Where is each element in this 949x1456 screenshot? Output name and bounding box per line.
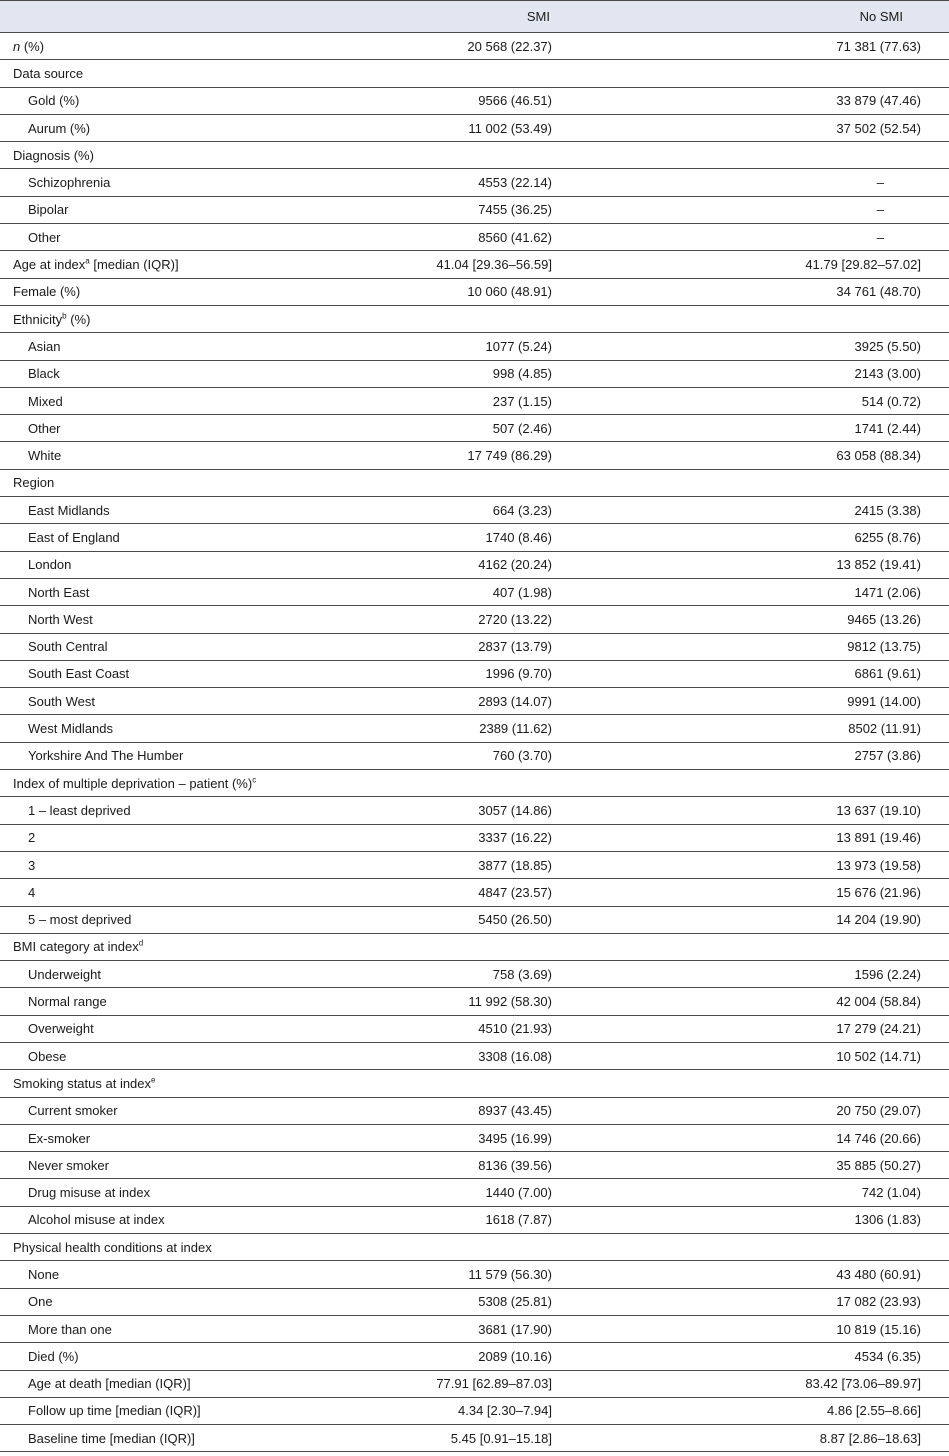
- table-row: [0, 1234, 949, 1261]
- table-row: [0, 1206, 949, 1233]
- row-label: [0, 1234, 380, 1261]
- row-label: [0, 1370, 380, 1397]
- no-smi-value: [608, 933, 949, 960]
- row-label-text: Index of multiple deprivation – patient (%): [13, 775, 253, 791]
- no-smi-value: 71 381 (77.63): [608, 33, 949, 60]
- table-row: [0, 333, 949, 360]
- row-label-text: Ethnicity: [13, 311, 63, 327]
- row-label: [0, 879, 380, 906]
- table-row: [0, 251, 949, 278]
- table-row: [0, 1397, 949, 1424]
- no-smi-value: –: [608, 224, 949, 251]
- table-row: [0, 1343, 949, 1370]
- no-smi-value: 34 761 (48.70): [608, 278, 949, 305]
- header-label: [0, 1, 380, 33]
- smi-value: 8136 (39.56): [380, 1152, 608, 1179]
- no-smi-value: [608, 142, 949, 169]
- table-row: [0, 1015, 949, 1042]
- no-smi-value: 13 973 (19.58): [608, 851, 949, 878]
- smi-value: 9566 (46.51): [380, 87, 608, 114]
- row-label-text: North East: [28, 584, 90, 600]
- table-row: [0, 305, 949, 332]
- row-label-text: Female (%): [13, 284, 81, 300]
- row-label: [0, 851, 380, 878]
- smi-value: 8937 (43.45): [380, 1097, 608, 1124]
- no-smi-value: [608, 770, 949, 797]
- smi-value: 5.45 [0.91–15.18]: [380, 1425, 608, 1452]
- smi-value: [380, 1070, 608, 1097]
- no-smi-value: 2757 (3.86): [608, 742, 949, 769]
- row-label-text: 1 – least deprived: [28, 802, 131, 818]
- table-row: [0, 933, 949, 960]
- row-label: [0, 360, 380, 387]
- table-row: [0, 1288, 949, 1315]
- row-label: [0, 633, 380, 660]
- row-label: [0, 715, 380, 742]
- row-label: [0, 60, 380, 87]
- row-label-text: Other: [28, 229, 61, 245]
- row-label-text: None: [28, 1267, 60, 1282]
- no-smi-value: 37 502 (52.54): [608, 114, 949, 141]
- smi-value: 1618 (7.87): [380, 1206, 608, 1233]
- no-smi-value: [608, 1234, 949, 1261]
- no-smi-value: 514 (0.72): [608, 387, 949, 414]
- row-label-text: North West: [28, 611, 93, 627]
- row-label: [0, 1397, 380, 1424]
- table-row: [0, 742, 949, 769]
- smi-value: [380, 1234, 608, 1261]
- no-smi-value: [608, 469, 949, 496]
- no-smi-value: 15 676 (21.96): [608, 879, 949, 906]
- row-label-text: Yorkshire And The Humber: [28, 748, 184, 764]
- row-label: [0, 114, 380, 141]
- row-label: [0, 770, 380, 797]
- smi-value: [380, 469, 608, 496]
- row-label-text: 3: [28, 857, 36, 873]
- smi-value: 2389 (11.62): [380, 715, 608, 742]
- no-smi-value: 4534 (6.35): [608, 1343, 949, 1370]
- row-label-text: Region: [13, 475, 55, 491]
- smi-value: [380, 60, 608, 87]
- row-label: [0, 824, 380, 851]
- row-label: [0, 606, 380, 633]
- row-label-text: 2: [28, 830, 36, 846]
- row-label-text: Smoking status at index: [13, 1075, 152, 1091]
- row-label-text: Other: [28, 420, 61, 436]
- header-smi: SMI: [380, 1, 608, 33]
- no-smi-value: 83.42 [73.06–89.97]: [608, 1370, 949, 1397]
- row-label-text: Bipolar: [28, 202, 69, 218]
- no-smi-value: 8502 (11.91): [608, 715, 949, 742]
- smi-value: 758 (3.69): [380, 961, 608, 988]
- smi-value: 10 060 (48.91): [380, 278, 608, 305]
- table-row: [0, 142, 949, 169]
- row-label-text: More than one: [28, 1321, 112, 1337]
- smi-value: 237 (1.15): [380, 387, 608, 414]
- no-smi-value: 43 480 (60.91): [608, 1261, 949, 1288]
- table-row: [0, 1261, 949, 1288]
- table-row: [0, 278, 949, 305]
- row-label: [0, 442, 380, 469]
- row-label-text: West Midlands: [28, 721, 114, 737]
- table-row: [0, 1179, 949, 1206]
- smi-value: 3681 (17.90): [380, 1315, 608, 1342]
- no-smi-value: 4.86 [2.55–8.66]: [608, 1397, 949, 1424]
- no-smi-value: 10 819 (15.16): [608, 1315, 949, 1342]
- table-row: [0, 633, 949, 660]
- row-label-text: Died (%): [28, 1348, 79, 1364]
- row-label: [0, 578, 380, 605]
- no-smi-value: 1741 (2.44): [608, 415, 949, 442]
- row-label: [0, 224, 380, 251]
- smi-value: 2893 (14.07): [380, 688, 608, 715]
- smi-value: 11 992 (58.30): [380, 988, 608, 1015]
- smi-value: 2720 (13.22): [380, 606, 608, 633]
- row-label-suffix: [median (IQR)]: [89, 257, 179, 273]
- table-row: [0, 360, 949, 387]
- no-smi-value: [608, 1070, 949, 1097]
- row-label-text: Black: [28, 366, 60, 382]
- smi-value: 3057 (14.86): [380, 797, 608, 824]
- table-row: [0, 387, 949, 414]
- row-label-text: London: [28, 557, 72, 573]
- smi-value: 5308 (25.81): [380, 1288, 608, 1315]
- no-smi-value: 9991 (14.00): [608, 688, 949, 715]
- row-label-text: n: [13, 38, 21, 54]
- no-smi-value: 2415 (3.38): [608, 497, 949, 524]
- smi-value: 407 (1.98): [380, 578, 608, 605]
- table-row: [0, 415, 949, 442]
- no-smi-value: 9812 (13.75): [608, 633, 949, 660]
- table-row: [0, 1370, 949, 1397]
- smi-value: 4.34 [2.30–7.94]: [380, 1397, 608, 1424]
- row-label-text: 4: [28, 884, 36, 900]
- row-label-text: East Midlands: [28, 502, 110, 518]
- row-label: [0, 387, 380, 414]
- table-row: [0, 851, 949, 878]
- row-label-text: Aurum (%): [28, 120, 91, 136]
- row-label: [0, 142, 380, 169]
- table-row: [0, 114, 949, 141]
- row-label-suffix: (%): [20, 38, 45, 54]
- table-row: [0, 1152, 949, 1179]
- row-label: [0, 797, 380, 824]
- footnote-marker: c: [252, 775, 257, 785]
- no-smi-value: 1596 (2.24): [608, 961, 949, 988]
- smi-value: [380, 770, 608, 797]
- row-label: [0, 33, 380, 60]
- no-smi-value: 17 082 (23.93): [608, 1288, 949, 1315]
- row-label-text: BMI category at index: [13, 939, 139, 955]
- row-label-text: Schizophrenia: [28, 175, 111, 191]
- table-row: [0, 1097, 949, 1124]
- row-label-text: Ex-smoker: [28, 1130, 91, 1146]
- smi-value: 4510 (21.93): [380, 1015, 608, 1042]
- header-no-smi: No SMI: [608, 1, 949, 33]
- table-row: [0, 770, 949, 797]
- no-smi-value: 20 750 (29.07): [608, 1097, 949, 1124]
- table-row: [0, 660, 949, 687]
- row-label: [0, 742, 380, 769]
- smi-value: 3495 (16.99): [380, 1124, 608, 1151]
- row-label-text: Data source: [13, 65, 84, 81]
- table-row: [0, 906, 949, 933]
- no-smi-value: 8.87 [2.86–18.63]: [608, 1425, 949, 1452]
- no-smi-value: –: [608, 169, 949, 196]
- smi-value: 77.91 [62.89–87.03]: [380, 1370, 608, 1397]
- row-label-suffix: (%): [66, 311, 91, 327]
- row-label-text: South Central: [28, 639, 108, 655]
- no-smi-value: 17 279 (24.21): [608, 1015, 949, 1042]
- table-row: [0, 578, 949, 605]
- smi-value: 17 749 (86.29): [380, 442, 608, 469]
- no-smi-value: 33 879 (47.46): [608, 87, 949, 114]
- table-row: [0, 224, 949, 251]
- smi-value: 3308 (16.08): [380, 1042, 608, 1069]
- row-label-text: Age at death [median (IQR)]: [28, 1376, 191, 1392]
- smi-value: 998 (4.85): [380, 360, 608, 387]
- row-label: [0, 551, 380, 578]
- smi-value: 41.04 [29.36–56.59]: [380, 251, 608, 278]
- smi-value: 507 (2.46): [380, 415, 608, 442]
- table-row: [0, 60, 949, 87]
- table-row: [0, 688, 949, 715]
- row-label-text: Asian: [28, 338, 61, 354]
- no-smi-value: 1306 (1.83): [608, 1206, 949, 1233]
- smi-value: 2837 (13.79): [380, 633, 608, 660]
- no-smi-value: 6861 (9.61): [608, 660, 949, 687]
- row-label-text: Overweight: [28, 1021, 94, 1037]
- row-label-text: Underweight: [28, 966, 101, 982]
- smi-value: 1440 (7.00): [380, 1179, 608, 1206]
- row-label: [0, 469, 380, 496]
- row-label-text: Never smoker: [28, 1157, 109, 1173]
- row-label-text: Current smoker: [28, 1103, 118, 1119]
- row-label-text: Diagnosis (%): [13, 147, 94, 163]
- row-label: [0, 87, 380, 114]
- smi-value: 3337 (16.22): [380, 824, 608, 851]
- footnote-marker: a: [85, 256, 90, 266]
- no-smi-value: 13 637 (19.10): [608, 797, 949, 824]
- row-label: [0, 1261, 380, 1288]
- row-label-text: Baseline time [median (IQR)]: [28, 1430, 195, 1446]
- smi-value: [380, 933, 608, 960]
- row-label: [0, 1425, 380, 1452]
- table-row: [0, 1070, 949, 1097]
- row-label-text: East of England: [28, 529, 120, 545]
- smi-value: 5450 (26.50): [380, 906, 608, 933]
- footnote-marker: d: [138, 939, 144, 949]
- row-label-text: White: [28, 448, 62, 464]
- row-label: [0, 1343, 380, 1370]
- no-smi-value: [608, 60, 949, 87]
- row-label-text: Follow up time [median (IQR)]: [28, 1403, 201, 1419]
- smi-value: 3877 (18.85): [380, 851, 608, 878]
- row-label-text: Normal range: [28, 994, 107, 1010]
- smi-value: 4553 (22.14): [380, 169, 608, 196]
- row-label: [0, 1315, 380, 1342]
- table-row: [0, 988, 949, 1015]
- row-label: [0, 333, 380, 360]
- header-row: [0, 1, 949, 33]
- footnote-marker: b: [62, 311, 67, 321]
- table-row: [0, 1124, 949, 1151]
- row-label: [0, 196, 380, 223]
- row-label: [0, 688, 380, 715]
- smi-value: 8560 (41.62): [380, 224, 608, 251]
- row-label-text: 5 – most deprived: [28, 912, 132, 928]
- table-row: [0, 497, 949, 524]
- row-label-text: Obese: [28, 1048, 67, 1064]
- row-label: [0, 1097, 380, 1124]
- table-row: [0, 469, 949, 496]
- smi-value: 1740 (8.46): [380, 524, 608, 551]
- no-smi-value: 14 204 (19.90): [608, 906, 949, 933]
- table-row: [0, 797, 949, 824]
- row-label: [0, 415, 380, 442]
- row-label: [0, 933, 380, 960]
- table-row: [0, 824, 949, 851]
- no-smi-value: 2143 (3.00): [608, 360, 949, 387]
- table-row: [0, 196, 949, 223]
- table-row: [0, 1315, 949, 1342]
- row-label: [0, 524, 380, 551]
- row-label: [0, 278, 380, 305]
- no-smi-value: 42 004 (58.84): [608, 988, 949, 1015]
- row-label-text: One: [28, 1294, 53, 1310]
- smi-value: 1077 (5.24): [380, 333, 608, 360]
- row-label: [0, 169, 380, 196]
- row-label: [0, 1179, 380, 1206]
- smi-value: 11 579 (56.30): [380, 1261, 608, 1288]
- table-row: [0, 1425, 949, 1452]
- row-label: [0, 1152, 380, 1179]
- row-label-text: Gold (%): [28, 93, 80, 109]
- table-row: [0, 961, 949, 988]
- row-label: [0, 1124, 380, 1151]
- row-label: [0, 1070, 380, 1097]
- row-label: [0, 1206, 380, 1233]
- table-row: [0, 1042, 949, 1069]
- row-label-text: Age at index: [13, 257, 86, 273]
- smi-value: 7455 (36.25): [380, 196, 608, 223]
- table-row: [0, 551, 949, 578]
- no-smi-value: 14 746 (20.66): [608, 1124, 949, 1151]
- no-smi-value: –: [608, 196, 949, 223]
- no-smi-value: [608, 305, 949, 332]
- no-smi-value: 1471 (2.06): [608, 578, 949, 605]
- smi-value: 664 (3.23): [380, 497, 608, 524]
- no-smi-value: 3925 (5.50): [608, 333, 949, 360]
- row-label: [0, 1288, 380, 1315]
- row-label: [0, 1015, 380, 1042]
- table-row: [0, 87, 949, 114]
- smi-value: 2089 (10.16): [380, 1343, 608, 1370]
- no-smi-value: 63 058 (88.34): [608, 442, 949, 469]
- smi-value: 760 (3.70): [380, 742, 608, 769]
- no-smi-value: 41.79 [29.82–57.02]: [608, 251, 949, 278]
- no-smi-value: 9465 (13.26): [608, 606, 949, 633]
- no-smi-value: 13 852 (19.41): [608, 551, 949, 578]
- row-label: [0, 906, 380, 933]
- smi-value: 4162 (20.24): [380, 551, 608, 578]
- no-smi-value: 6255 (8.76): [608, 524, 949, 551]
- table-row: [0, 879, 949, 906]
- row-label-text: Alcohol misuse at index: [28, 1212, 165, 1228]
- smi-value: [380, 305, 608, 332]
- row-label: [0, 988, 380, 1015]
- footnote-marker: e: [151, 1075, 156, 1085]
- table-row: [0, 33, 949, 60]
- smi-value: 20 568 (22.37): [380, 33, 608, 60]
- smi-value: 4847 (23.57): [380, 879, 608, 906]
- row-label-text: Mixed: [28, 393, 63, 409]
- row-label: [0, 961, 380, 988]
- no-smi-value: 10 502 (14.71): [608, 1042, 949, 1069]
- no-smi-value: 13 891 (19.46): [608, 824, 949, 851]
- row-label-text: Drug misuse at index: [28, 1185, 151, 1201]
- no-smi-value: 35 885 (50.27): [608, 1152, 949, 1179]
- row-label-text: South West: [28, 693, 95, 709]
- row-label: [0, 305, 380, 332]
- row-label-text: South East Coast: [28, 666, 130, 682]
- table-row: [0, 442, 949, 469]
- smi-value: 1996 (9.70): [380, 660, 608, 687]
- table-row: [0, 606, 949, 633]
- smi-value: [380, 142, 608, 169]
- smi-value: 11 002 (53.49): [380, 114, 608, 141]
- row-label-text: Physical health conditions at index: [13, 1239, 212, 1255]
- row-label: [0, 251, 380, 278]
- row-label: [0, 1042, 380, 1069]
- table-row: [0, 524, 949, 551]
- row-label: [0, 497, 380, 524]
- row-label: [0, 660, 380, 687]
- table-row: [0, 169, 949, 196]
- table-row: [0, 715, 949, 742]
- no-smi-value: 742 (1.04): [608, 1179, 949, 1206]
